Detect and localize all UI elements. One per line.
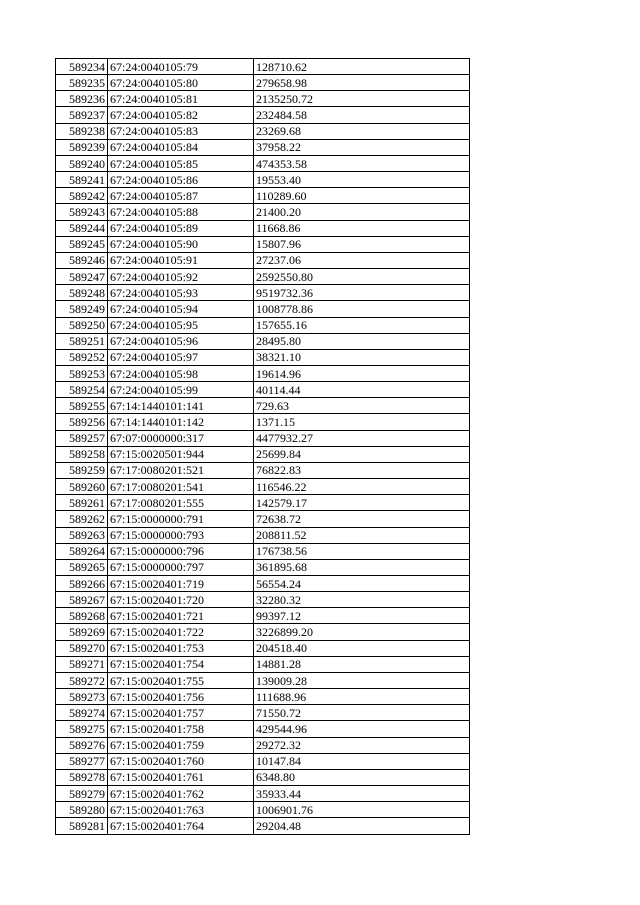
row-id-cell: 589261: [56, 495, 108, 511]
table-row: [56, 349, 470, 365]
cadastral-value-cell: 40114.44: [254, 382, 470, 398]
row-id-cell: 589251: [56, 333, 108, 349]
row-id-cell: 589264: [56, 543, 108, 559]
cadastral-number-cell: 67:15:0000000:791: [108, 511, 254, 527]
cadastral-value-cell: 72638.72: [254, 511, 470, 527]
row-id-cell: 589262: [56, 511, 108, 527]
row-id-cell: 589246: [56, 252, 108, 268]
row-id-cell: 589279: [56, 786, 108, 802]
cadastral-value-cell: 208811.52: [254, 527, 470, 543]
row-id-cell: 589234: [56, 59, 108, 75]
row-id-cell: 589242: [56, 188, 108, 204]
table-row: [56, 592, 470, 608]
cadastral-number-cell: 67:14:1440101:142: [108, 414, 254, 430]
table-row: [56, 737, 470, 753]
row-id-cell: 589265: [56, 559, 108, 575]
cadastral-value-cell: 99397.12: [254, 608, 470, 624]
cadastral-value-cell: 11668.86: [254, 220, 470, 236]
cadastral-number-cell: 67:15:0020401:719: [108, 576, 254, 592]
cadastral-number-cell: 67:24:0040105:84: [108, 139, 254, 155]
table-row: [56, 301, 470, 317]
table-row: [56, 640, 470, 656]
cadastral-value-cell: 38321.10: [254, 349, 470, 365]
row-id-cell: 589240: [56, 155, 108, 171]
row-id-cell: 589259: [56, 462, 108, 478]
row-id-cell: 589276: [56, 737, 108, 753]
cadastral-value-cell: 429544.96: [254, 721, 470, 737]
cadastral-value-cell: 2135250.72: [254, 91, 470, 107]
cadastral-value-cell: 32280.32: [254, 592, 470, 608]
cadastral-number-cell: 67:24:0040105:89: [108, 220, 254, 236]
table-row: [56, 155, 470, 171]
row-id-cell: 589256: [56, 414, 108, 430]
cadastral-number-cell: 67:07:0000000:317: [108, 430, 254, 446]
table-row: [56, 786, 470, 802]
cadastral-value-cell: 19614.96: [254, 365, 470, 381]
row-id-cell: 589235: [56, 75, 108, 91]
cadastral-value-cell: 14881.28: [254, 656, 470, 672]
cadastral-value-cell: 29204.48: [254, 818, 470, 834]
table-row: [56, 172, 470, 188]
table-row: [56, 495, 470, 511]
row-id-cell: 589239: [56, 139, 108, 155]
cadastral-value-cell: 142579.17: [254, 495, 470, 511]
cadastral-number-cell: 67:15:0020401:760: [108, 753, 254, 769]
cadastral-number-cell: 67:15:0020401:757: [108, 705, 254, 721]
cadastral-number-cell: 67:24:0040105:85: [108, 155, 254, 171]
cadastral-value-cell: 37958.22: [254, 139, 470, 155]
row-id-cell: 589270: [56, 640, 108, 656]
cadastral-number-cell: 67:24:0040105:80: [108, 75, 254, 91]
table-row: [56, 446, 470, 462]
table-row: [56, 430, 470, 446]
cadastral-number-cell: 67:24:0040105:97: [108, 349, 254, 365]
row-id-cell: 589249: [56, 301, 108, 317]
cadastral-value-cell: 6348.80: [254, 769, 470, 785]
cadastral-value-cell: 139009.28: [254, 672, 470, 688]
cadastral-value-cell: 232484.58: [254, 107, 470, 123]
cadastral-number-cell: 67:24:0040105:83: [108, 123, 254, 139]
cadastral-value-cell: 204518.40: [254, 640, 470, 656]
table-row: [56, 769, 470, 785]
cadastral-value-cell: 116546.22: [254, 479, 470, 495]
table-row: [56, 543, 470, 559]
cadastral-number-cell: 67:24:0040105:81: [108, 91, 254, 107]
cadastral-value-cell: 157655.16: [254, 317, 470, 333]
table-row: [56, 317, 470, 333]
table-row: [56, 705, 470, 721]
row-id-cell: 589274: [56, 705, 108, 721]
cadastral-number-cell: 67:17:0080201:555: [108, 495, 254, 511]
row-id-cell: 589277: [56, 753, 108, 769]
row-id-cell: 589252: [56, 349, 108, 365]
cadastral-number-cell: 67:17:0080201:541: [108, 479, 254, 495]
cadastral-value-cell: 1371.15: [254, 414, 470, 430]
cadastral-value-cell: 729.63: [254, 398, 470, 414]
cadastral-number-cell: 67:15:0000000:797: [108, 559, 254, 575]
cadastral-number-cell: 67:15:0020401:762: [108, 786, 254, 802]
cadastral-value-cell: 9519732.36: [254, 285, 470, 301]
data-table: [55, 58, 470, 835]
table-row: [56, 656, 470, 672]
cadastral-number-cell: 67:15:0020401:721: [108, 608, 254, 624]
cadastral-number-cell: 67:24:0040105:99: [108, 382, 254, 398]
row-id-cell: 589263: [56, 527, 108, 543]
cadastral-number-cell: 67:24:0040105:93: [108, 285, 254, 301]
cadastral-number-cell: 67:15:0020401:756: [108, 689, 254, 705]
cadastral-number-cell: 67:14:1440101:141: [108, 398, 254, 414]
row-id-cell: 589237: [56, 107, 108, 123]
table-row: [56, 91, 470, 107]
cadastral-number-cell: 67:24:0040105:86: [108, 172, 254, 188]
table-row: [56, 802, 470, 818]
cadastral-number-cell: 67:24:0040105:82: [108, 107, 254, 123]
table-row: [56, 624, 470, 640]
table-row: [56, 608, 470, 624]
row-id-cell: 589244: [56, 220, 108, 236]
table-row: [56, 59, 470, 75]
table-row: [56, 236, 470, 252]
cadastral-value-cell: 76822.83: [254, 462, 470, 478]
cadastral-number-cell: 67:24:0040105:95: [108, 317, 254, 333]
cadastral-value-cell: 71550.72: [254, 705, 470, 721]
row-id-cell: 589280: [56, 802, 108, 818]
cadastral-value-cell: 29272.32: [254, 737, 470, 753]
cadastral-value-cell: 4477932.27: [254, 430, 470, 446]
table-row: [56, 269, 470, 285]
table-row: [56, 576, 470, 592]
cadastral-value-cell: 27237.06: [254, 252, 470, 268]
cadastral-value-cell: 35933.44: [254, 786, 470, 802]
cadastral-value-cell: 3226899.20: [254, 624, 470, 640]
row-id-cell: 589267: [56, 592, 108, 608]
row-id-cell: 589250: [56, 317, 108, 333]
table-row: [56, 689, 470, 705]
row-id-cell: 589243: [56, 204, 108, 220]
cadastral-number-cell: 67:24:0040105:90: [108, 236, 254, 252]
table-row: [56, 382, 470, 398]
row-id-cell: 589245: [56, 236, 108, 252]
cadastral-number-cell: 67:24:0040105:96: [108, 333, 254, 349]
table-row: [56, 753, 470, 769]
table-row: [56, 107, 470, 123]
row-id-cell: 589247: [56, 269, 108, 285]
cadastral-number-cell: 67:24:0040105:88: [108, 204, 254, 220]
cadastral-number-cell: 67:15:0020401:759: [108, 737, 254, 753]
table-row: [56, 285, 470, 301]
cadastral-number-cell: 67:15:0000000:796: [108, 543, 254, 559]
cadastral-number-cell: 67:15:0020401:722: [108, 624, 254, 640]
row-id-cell: 589278: [56, 769, 108, 785]
row-id-cell: 589257: [56, 430, 108, 446]
row-id-cell: 589275: [56, 721, 108, 737]
cadastral-value-cell: 474353.58: [254, 155, 470, 171]
row-id-cell: 589269: [56, 624, 108, 640]
cadastral-value-cell: 2592550.80: [254, 269, 470, 285]
table-row: [56, 462, 470, 478]
table-row: [56, 414, 470, 430]
cadastral-value-cell: 361895.68: [254, 559, 470, 575]
cadastral-number-cell: 67:15:0020401:763: [108, 802, 254, 818]
row-id-cell: 589258: [56, 446, 108, 462]
cadastral-value-cell: 1008778.86: [254, 301, 470, 317]
cadastral-number-cell: 67:17:0080201:521: [108, 462, 254, 478]
cadastral-value-cell: 21400.20: [254, 204, 470, 220]
row-id-cell: 589236: [56, 91, 108, 107]
cadastral-value-cell: 176738.56: [254, 543, 470, 559]
table-row: [56, 75, 470, 91]
table-row: [56, 139, 470, 155]
cadastral-number-cell: 67:15:0020401:755: [108, 672, 254, 688]
cadastral-number-cell: 67:24:0040105:92: [108, 269, 254, 285]
row-id-cell: 589272: [56, 672, 108, 688]
cadastral-number-cell: 67:24:0040105:91: [108, 252, 254, 268]
cadastral-number-cell: 67:15:0000000:793: [108, 527, 254, 543]
row-id-cell: 589268: [56, 608, 108, 624]
cadastral-number-cell: 67:24:0040105:79: [108, 59, 254, 75]
table-row: [56, 220, 470, 236]
table-row: [56, 479, 470, 495]
cadastral-number-cell: 67:24:0040105:98: [108, 365, 254, 381]
cadastral-value-cell: 279658.98: [254, 75, 470, 91]
table-body: [56, 59, 470, 835]
row-id-cell: 589248: [56, 285, 108, 301]
row-id-cell: 589260: [56, 479, 108, 495]
cadastral-value-cell: 23269.68: [254, 123, 470, 139]
table-row: [56, 559, 470, 575]
row-id-cell: 589255: [56, 398, 108, 414]
row-id-cell: 589253: [56, 365, 108, 381]
table-row: [56, 398, 470, 414]
row-id-cell: 589281: [56, 818, 108, 834]
cadastral-value-cell: 110289.60: [254, 188, 470, 204]
table-row: [56, 333, 470, 349]
cadastral-number-cell: 67:24:0040105:94: [108, 301, 254, 317]
cadastral-value-cell: 128710.62: [254, 59, 470, 75]
cadastral-value-cell: 111688.96: [254, 689, 470, 705]
table-row: [56, 252, 470, 268]
table-row: [56, 818, 470, 834]
row-id-cell: 589241: [56, 172, 108, 188]
table-row: [56, 721, 470, 737]
cadastral-number-cell: 67:15:0020401:753: [108, 640, 254, 656]
row-id-cell: 589273: [56, 689, 108, 705]
table-row: [56, 672, 470, 688]
table-row: [56, 204, 470, 220]
row-id-cell: 589238: [56, 123, 108, 139]
cadastral-value-cell: 15807.96: [254, 236, 470, 252]
table-row: [56, 365, 470, 381]
row-id-cell: 589254: [56, 382, 108, 398]
cadastral-number-cell: 67:15:0020401:764: [108, 818, 254, 834]
table-row: [56, 527, 470, 543]
cadastral-number-cell: 67:15:0020401:720: [108, 592, 254, 608]
cadastral-value-cell: 56554.24: [254, 576, 470, 592]
cadastral-number-cell: 67:15:0020501:944: [108, 446, 254, 462]
table-row: [56, 123, 470, 139]
cadastral-value-cell: 25699.84: [254, 446, 470, 462]
cadastral-value-cell: 10147.84: [254, 753, 470, 769]
cadastral-value-cell: 1006901.76: [254, 802, 470, 818]
cadastral-number-cell: 67:15:0020401:761: [108, 769, 254, 785]
table-row: [56, 188, 470, 204]
cadastral-number-cell: 67:15:0020401:758: [108, 721, 254, 737]
cadastral-value-cell: 28495.80: [254, 333, 470, 349]
table-row: [56, 511, 470, 527]
cadastral-number-cell: 67:15:0020401:754: [108, 656, 254, 672]
row-id-cell: 589266: [56, 576, 108, 592]
row-id-cell: 589271: [56, 656, 108, 672]
cadastral-number-cell: 67:24:0040105:87: [108, 188, 254, 204]
cadastral-value-cell: 19553.40: [254, 172, 470, 188]
